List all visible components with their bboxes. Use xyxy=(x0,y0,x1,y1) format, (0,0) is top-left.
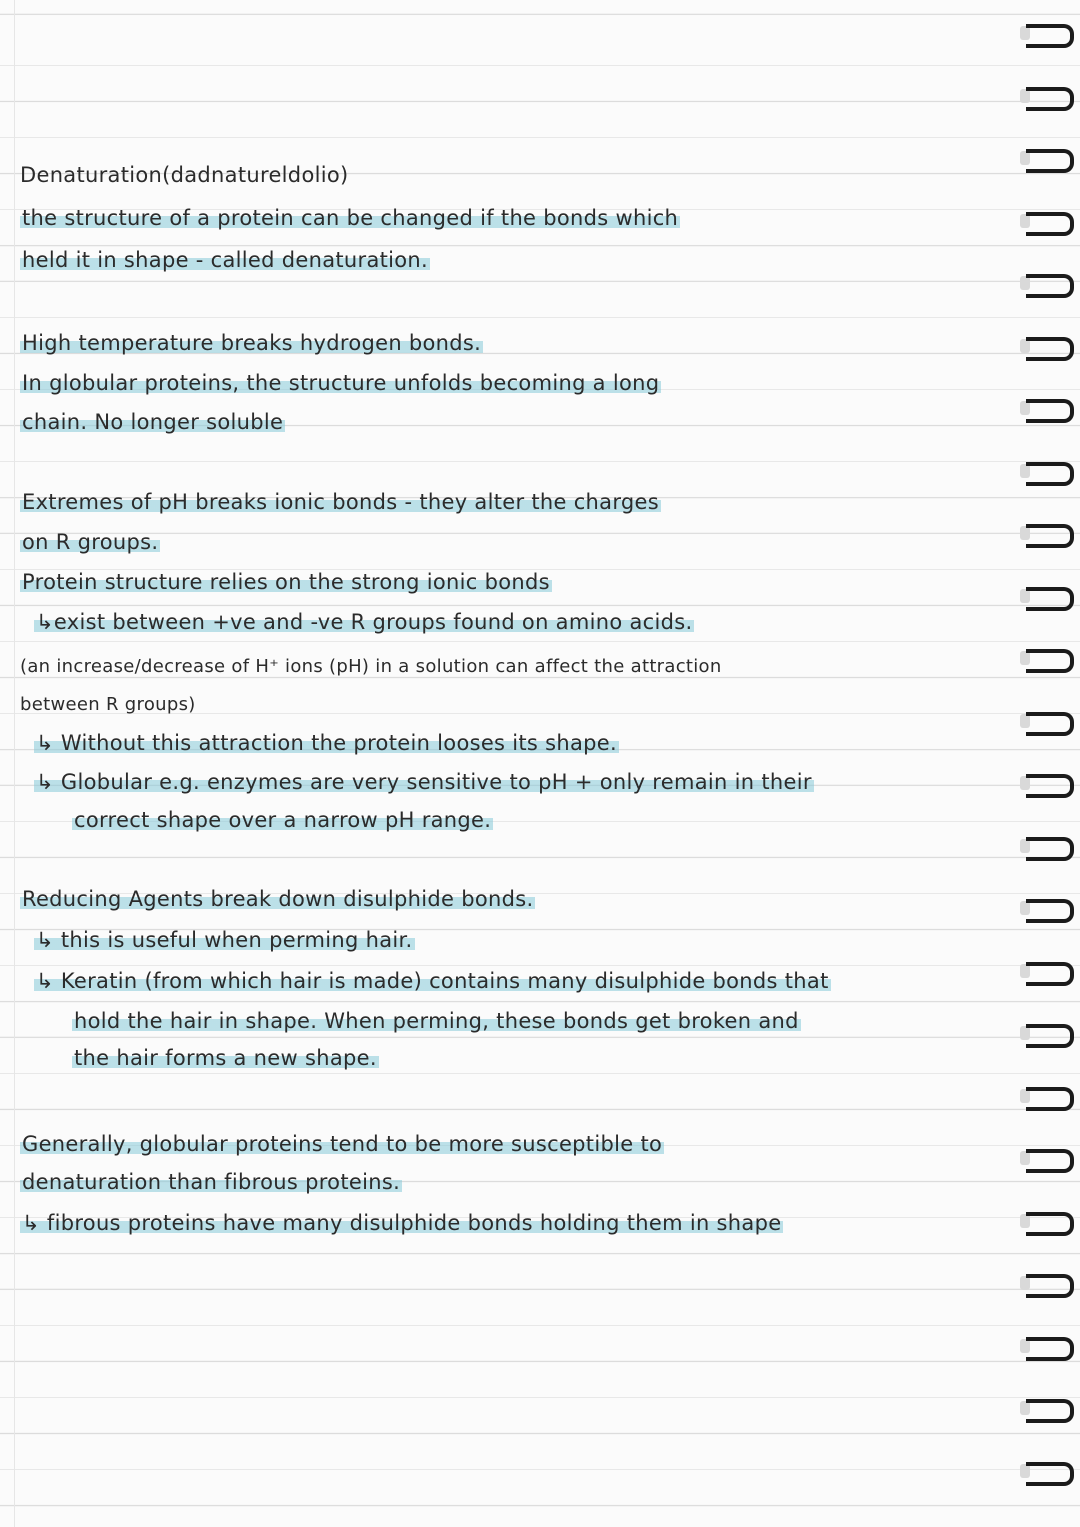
spiral-coil xyxy=(1018,1270,1074,1298)
coil-wire xyxy=(1026,24,1074,48)
note-line: denaturation than fibrous proteins. xyxy=(22,1170,401,1194)
spiral-coil xyxy=(1018,833,1074,861)
coil-wire xyxy=(1026,1149,1074,1173)
spiral-coil xyxy=(1018,145,1074,173)
coil-wire xyxy=(1026,149,1074,173)
coil-wire xyxy=(1026,399,1074,423)
coil-wire xyxy=(1026,337,1074,361)
note-line: ↳exist between +ve and -ve R groups found on amino acids. xyxy=(36,610,693,634)
heading-denaturation: Denaturation(dadnatureldolio) xyxy=(20,163,349,187)
note-line: held it in shape - called denaturation. xyxy=(22,248,429,272)
coil-wire xyxy=(1026,712,1074,736)
coil-wire xyxy=(1026,1087,1074,1111)
note-line: ↳ fibrous proteins have many disulphide bonds holding them in shape xyxy=(22,1211,782,1235)
coil-wire xyxy=(1026,87,1074,111)
coil-wire xyxy=(1026,837,1074,861)
spiral-coil xyxy=(1018,83,1074,111)
note-line: the structure of a protein can be changed if the bonds which xyxy=(22,206,679,230)
spiral-coil xyxy=(1018,520,1074,548)
note-line: ↳ Keratin (from which hair is made) contains many disulphide bonds that xyxy=(36,969,829,993)
note-line: ↳ this is useful when perming hair. xyxy=(36,928,413,952)
note-line: the hair forms a new shape. xyxy=(74,1046,377,1070)
note-line: chain. No longer soluble xyxy=(22,410,284,434)
coil-wire xyxy=(1026,1462,1074,1486)
coil-wire xyxy=(1026,962,1074,986)
margin-line xyxy=(14,0,15,1527)
spiral-coil xyxy=(1018,458,1074,486)
note-line: Generally, globular proteins tend to be more susceptible to xyxy=(22,1132,663,1156)
spiral-coil xyxy=(1018,20,1074,48)
spiral-coil xyxy=(1018,645,1074,673)
note-line: hold the hair in shape. When perming, these bonds get broken and xyxy=(74,1009,799,1033)
spiral-coil xyxy=(1018,895,1074,923)
note-line: on R groups. xyxy=(22,530,159,554)
spiral-coil xyxy=(1018,1208,1074,1236)
spiral-coil xyxy=(1018,208,1074,236)
coil-wire xyxy=(1026,899,1074,923)
coil-wire xyxy=(1026,1337,1074,1361)
coil-wire xyxy=(1026,649,1074,673)
coil-wire xyxy=(1026,774,1074,798)
coil-wire xyxy=(1026,462,1074,486)
note-line: Extremes of pH breaks ionic bonds - they alter the charges xyxy=(22,490,659,514)
note-line: correct shape over a narrow pH range. xyxy=(74,808,492,832)
note-line: In globular proteins, the structure unfolds becoming a long xyxy=(22,371,660,395)
spiral-coil xyxy=(1018,1020,1074,1048)
note-line: High temperature breaks hydrogen bonds. xyxy=(22,331,482,355)
spiral-coil xyxy=(1018,583,1074,611)
spiral-coil xyxy=(1018,1458,1074,1486)
spiral-coil xyxy=(1018,708,1074,736)
note-line: ↳ Globular e.g. enzymes are very sensitive to pH + only remain in their xyxy=(36,770,812,794)
coil-wire xyxy=(1026,1274,1074,1298)
spiral-coil xyxy=(1018,958,1074,986)
coil-wire xyxy=(1026,274,1074,298)
spiral-coil xyxy=(1018,770,1074,798)
note-line: ↳ Without this attraction the protein looses its shape. xyxy=(36,731,617,755)
spiral-coil xyxy=(1018,333,1074,361)
note-line: (an increase/decrease of H⁺ ions (pH) in a solution can affect the attraction xyxy=(20,656,722,677)
spiral-coil xyxy=(1018,1145,1074,1173)
spiral-coil xyxy=(1018,270,1074,298)
coil-wire xyxy=(1026,1212,1074,1236)
spiral-coil xyxy=(1018,395,1074,423)
coil-wire xyxy=(1026,1024,1074,1048)
note-line: Protein structure relies on the strong ionic bonds xyxy=(22,570,550,594)
note-line: between R groups) xyxy=(20,694,196,715)
note-line: Reducing Agents break down disulphide bonds. xyxy=(22,887,534,911)
coil-wire xyxy=(1026,1399,1074,1423)
spiral-coil xyxy=(1018,1083,1074,1111)
coil-wire xyxy=(1026,212,1074,236)
coil-wire xyxy=(1026,587,1074,611)
spiral-coil xyxy=(1018,1333,1074,1361)
spiral-coil xyxy=(1018,1395,1074,1423)
coil-wire xyxy=(1026,524,1074,548)
spiral-binding xyxy=(1016,20,1080,1520)
